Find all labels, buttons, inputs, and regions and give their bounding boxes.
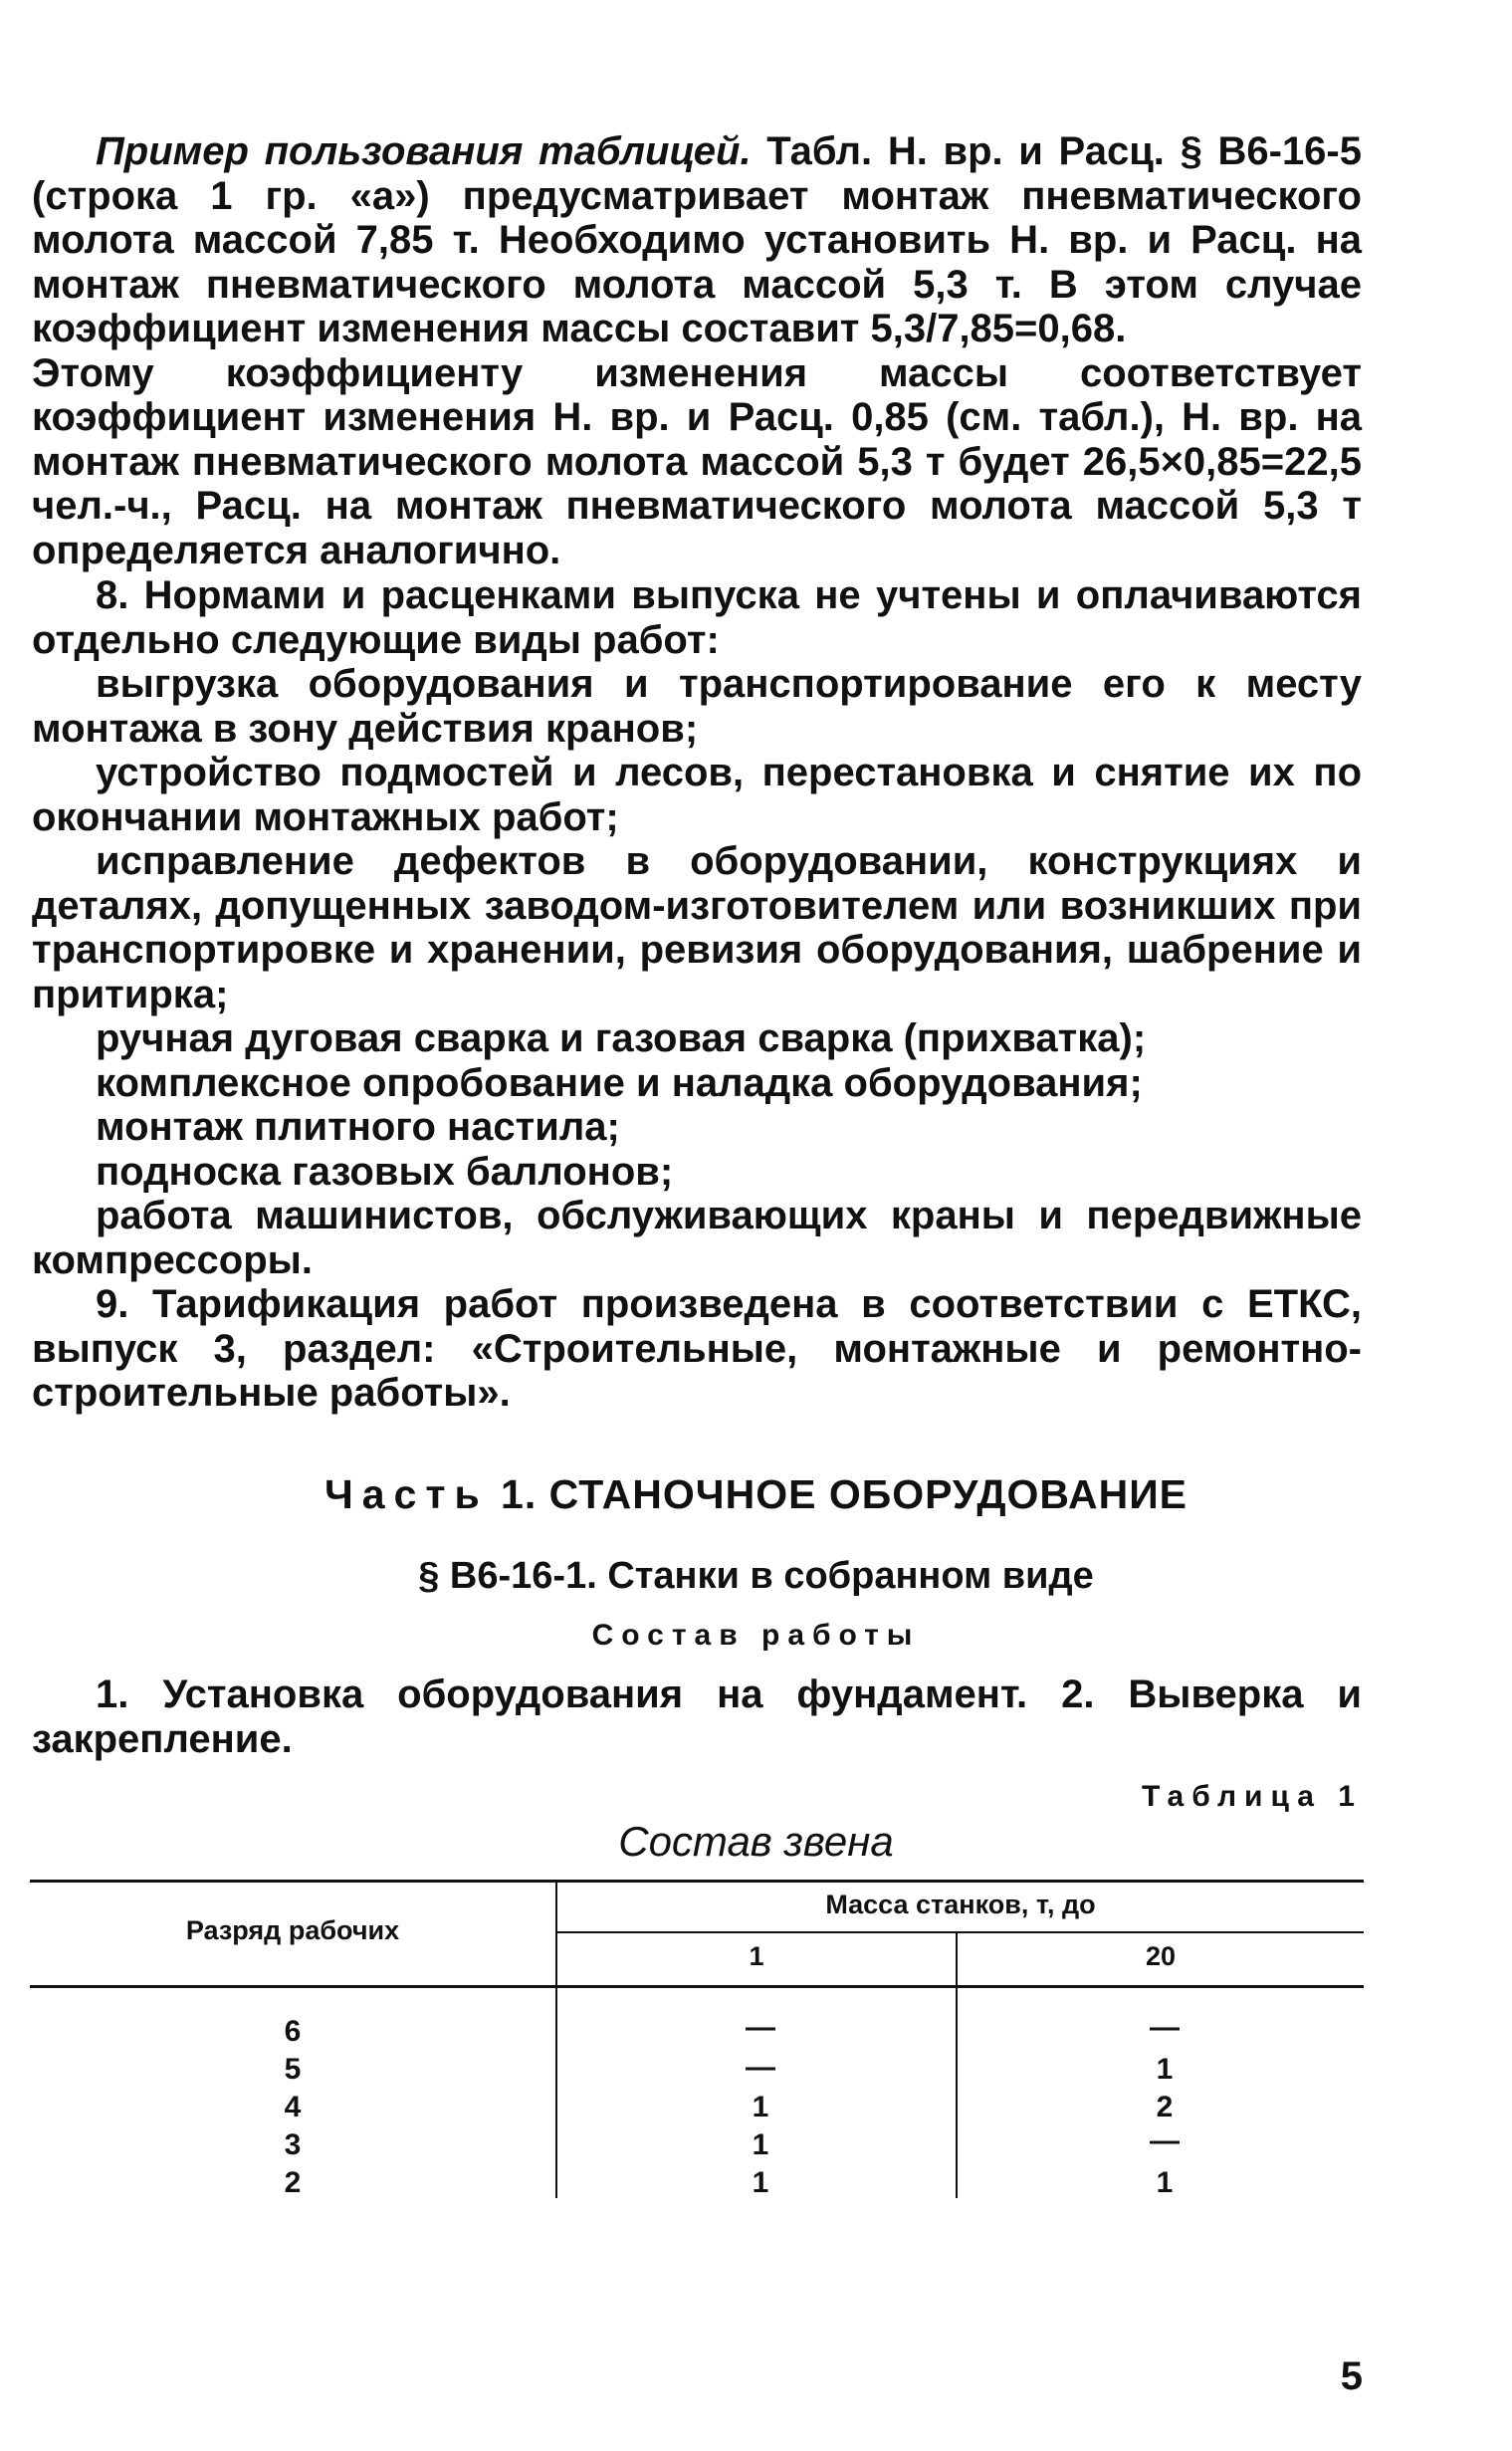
example-paragraph: [32, 129, 1362, 351]
grade-cell: 2: [284, 2166, 302, 2199]
item-8: [32, 573, 1362, 1416]
mass-cell: 1: [752, 2091, 769, 2123]
list-item: выгрузка оборудования и транспортирование его к месту монтажа в зону действия кранов;: [32, 662, 1362, 751]
mass-cell: 1: [752, 2128, 769, 2161]
grade-cell: 4: [284, 2091, 302, 2123]
list-item: устройство подмостей и лесов, перестановка и снятие их по окончании монтажных работ;: [32, 751, 1362, 839]
rasc-term: Расц.: [195, 484, 302, 528]
coef-text-b: 0,85 (см. табл.), Н. вр. на монтаж пневматического молота массой 5,3 т будет 26,5×0,85=22,5 чел.-ч.,: [32, 395, 1362, 528]
rasc-term: Расц.: [1058, 129, 1165, 173]
part-title: [0, 1471, 1512, 1518]
header-bottom-rule: [30, 1985, 1364, 1988]
mass-cell: 1: [1156, 2053, 1174, 2086]
list-item: комплексное опробование и наладка оборудования;: [96, 1060, 1143, 1105]
example-text-b: § В6-16-5 (строка 1 гр. «а») предусматривает монтаж пневматического молота массой 7,85 т. Необходимо установить Н. вр. и: [32, 129, 1362, 262]
list-item: подноска газовых баллонов;: [96, 1149, 674, 1194]
coefficient-paragraph: [32, 351, 1362, 573]
subheader-rule: [555, 1931, 1364, 1933]
mass-cell: 2: [1156, 2091, 1174, 2123]
part-title-text: 1. СТАНОЧНОЕ ОБОРУДОВАНИЕ: [488, 1471, 1188, 1517]
mass-cell: 1: [752, 2166, 769, 2199]
example-label: Пример пользования таблицей.: [96, 129, 752, 173]
table-title: Состав звена: [618, 1818, 894, 1865]
rasc-term: Расц.: [728, 395, 834, 439]
section-title: § В6-16-1. Станки в собранном виде: [418, 1555, 1094, 1597]
col-header-grade: Разряд рабочих: [185, 1915, 400, 1945]
work-text-body: 1. Установка оборудования на фундамент. 2. Выверка и закрепление.: [32, 1672, 1362, 1761]
mass-cell: 1: [1156, 2166, 1174, 2199]
mass-cell: —: [1150, 2124, 1180, 2157]
mass-cell: —: [746, 2011, 775, 2044]
coef-text-a: Этому коэффициенту изменения массы соответствует коэффициент изменения Н. вр. и: [32, 350, 1362, 439]
part-prefix: Часть: [324, 1471, 489, 1517]
example-text-c: на монтаж пневматического молота массой 5,3 т. В этом случае коэффициент изменения массы составит 5,3/7,85=0,68.: [32, 218, 1362, 350]
item-9: 9. Тарификация работ произведена в соответствии с ЕТКС, выпуск 3, раздел: «Строительные, монтажные и ремонтно-строительные работы».: [32, 1282, 1362, 1415]
grade-cell: 5: [284, 2053, 302, 2086]
work-text: [32, 1672, 1362, 1761]
table-top-rule: [30, 1880, 1364, 1883]
item-8-lead: 8. Нормами и расценками выпуска не учтены и оплачиваются отдельно следующие виды работ:: [32, 573, 1362, 662]
group-header-mass: Масса станков, т, до: [825, 1890, 1096, 1919]
sub-header-20: 20: [1145, 1941, 1177, 1971]
grade-cell: 6: [284, 2015, 302, 2048]
list-item: ручная дуговая сварка и газовая сварка (прихватка);: [96, 1016, 1147, 1060]
mass-cell: —: [1150, 2011, 1180, 2044]
column-divider: [555, 1880, 557, 2198]
sub-header-1: 1: [749, 1941, 764, 1971]
rasc-term: Расц.: [1190, 218, 1297, 262]
intro-text: [32, 129, 1362, 572]
coef-text-c: на монтаж пневматического молота массой 5,3 т определяется аналогично.: [32, 484, 1362, 572]
mass-cell: —: [746, 2051, 775, 2084]
list-item: работа машинистов, обслуживающих краны и передвижные компрессоры.: [32, 1194, 1362, 1282]
crew-table: [30, 1880, 1364, 2198]
list-item: монтаж плитного настила;: [96, 1105, 620, 1149]
grade-cell: 3: [284, 2128, 302, 2161]
example-text-a: Табл. Н. вр. и: [751, 129, 1059, 173]
list-item: исправление дефектов в оборудовании, конструкциях и деталях, допущенных заводом-изготовителем или возникших при транспортировке и хранении, ревизия оборудования, шабрение и притирка;: [32, 839, 1362, 1016]
table-label: Таблица 1: [1141, 1780, 1363, 1813]
page-number: 5: [1340, 2354, 1363, 2398]
work-heading: Состав работы: [591, 1619, 921, 1652]
